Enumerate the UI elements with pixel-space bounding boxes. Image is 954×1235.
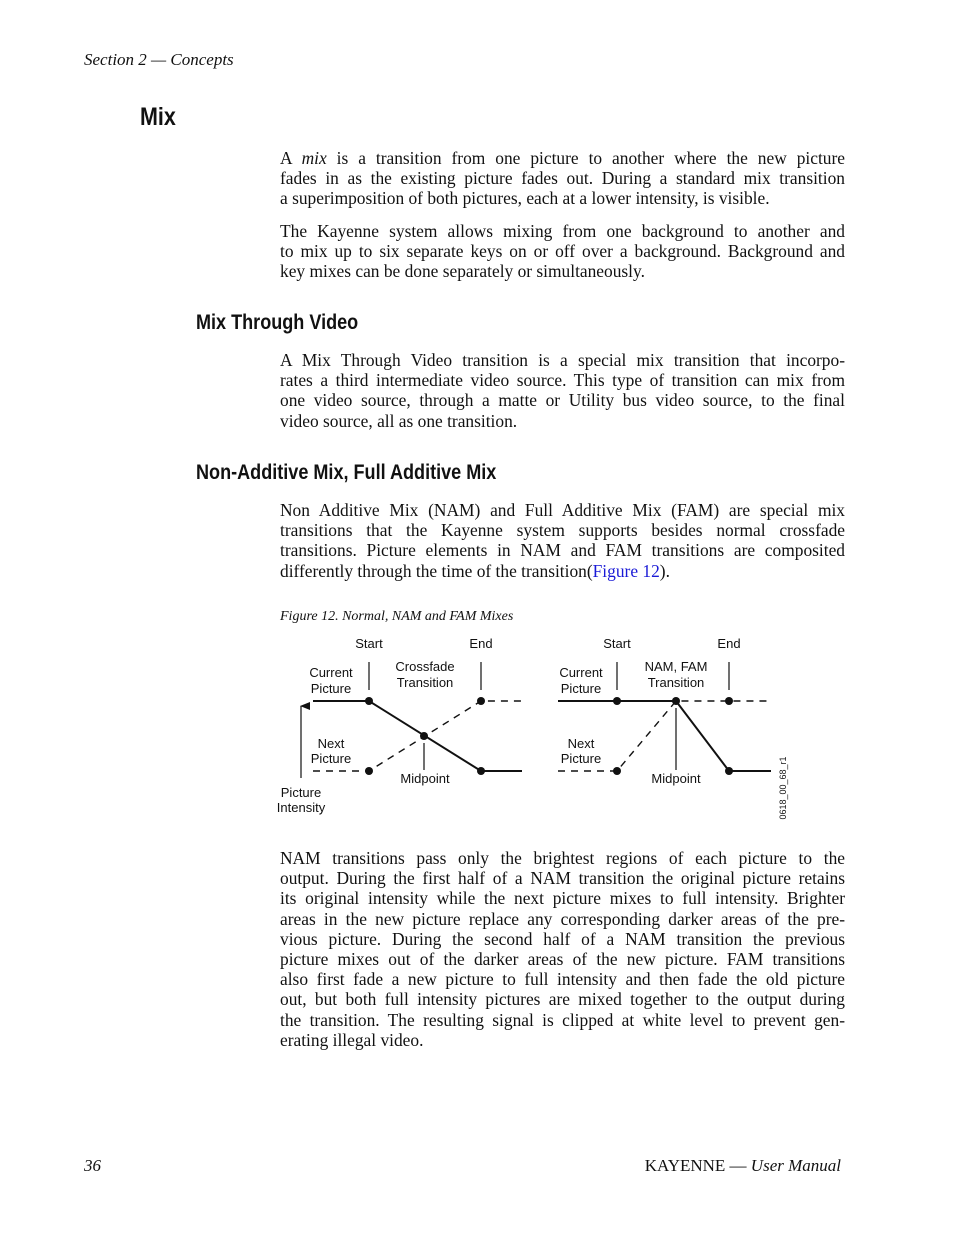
text-line: out, but both full intensity pictures are mixed together to the output during (280, 989, 845, 1010)
start-point (613, 767, 621, 775)
text-line: A mix is a transition from one picture to another where the new picture (280, 148, 845, 168)
next-picture-label: Picture (560, 751, 602, 766)
end-label: End (469, 636, 493, 651)
text-line: a superimposition of both pictures, each at a lower intensity, is visible. (280, 188, 770, 209)
text-line: video source, all as one transition. (280, 410, 518, 431)
figure-caption: Figure 12. Normal, NAM and FAM Mixes (280, 609, 514, 624)
current-picture-label: Picture (310, 681, 352, 696)
figure-code: 0618_00_68_r1 (778, 756, 788, 820)
text-line: also first fade a new picture to full intensity and then fade the old picture (280, 969, 845, 990)
picture-intensity-label: Picture (280, 785, 322, 800)
transition-label: Crossfade (395, 659, 455, 674)
text-line: key mixes can be done separately or simultaneously. (280, 261, 645, 282)
end-point (477, 767, 485, 775)
term-mix: mix (301, 148, 327, 168)
heading-mix-through-video: Mix Through Video (196, 311, 359, 334)
transition-label: Transition (396, 675, 454, 690)
text-line: A Mix Through Video transition is a special mix transition that incorpo- (280, 350, 845, 370)
crossfade-diagram (277, 636, 522, 815)
running-head: Section 2 — Concepts (84, 50, 234, 69)
text-line: one video source, through a matte or Utility bus video source, to the final (280, 390, 845, 411)
page-number: 36 (84, 1156, 101, 1175)
next-picture-label: Next (567, 736, 595, 751)
text-line: NAM transitions pass only the brightest regions of each picture to the (280, 848, 845, 868)
midpoint-label: Midpoint (400, 771, 450, 786)
text-line: its original intensity while the next picture mixes to full intensity. Brighter (280, 888, 845, 909)
text-line: picture mixes out of the darker areas of the new picture. FAM transitions (280, 949, 845, 970)
text-line: The Kayenne system allows mixing from one background to another and (280, 221, 845, 241)
current-picture-label: Current (309, 665, 353, 680)
current-picture-label: Picture (560, 681, 602, 696)
page-title: Mix (140, 103, 176, 131)
current-picture-label: Current (559, 665, 603, 680)
text-line: transitions. Picture elements in NAM and FAM transitions are composited (280, 540, 845, 561)
start-point (365, 697, 373, 705)
text-line: areas in the new picture replace any corresponding darker areas of the pre- (280, 908, 845, 929)
text-line: differently through the time of the transition(Figure 12). (280, 560, 670, 581)
nam-fam-diagram (558, 636, 788, 820)
manual-name: User Manual (750, 1156, 841, 1175)
midpoint-label: Midpoint (651, 771, 701, 786)
next-picture-label: Next (317, 736, 345, 751)
end-point (725, 697, 733, 705)
text-line: transitions that the Kayenne system supports besides normal crossfade (280, 520, 845, 541)
end-label: End (717, 636, 741, 651)
end-point (477, 697, 485, 705)
text-line: vious picture. During the second half of a NAM transition the previous (280, 928, 845, 949)
midpoint-point (420, 732, 428, 740)
product-name: KAYENNE (644, 1156, 726, 1175)
picture-intensity-label: Intensity (276, 800, 326, 815)
transition-label: Transition (647, 675, 705, 690)
start-point (365, 767, 373, 775)
transition-label: NAM, FAM (644, 659, 708, 674)
text-line: to mix up to six separate keys on or off over a background. Background and (280, 241, 845, 262)
heading-nam-fam: Non-Additive Mix, Full Additive Mix (196, 461, 497, 484)
midpoint-point (672, 697, 680, 705)
start-label: Start (603, 636, 631, 651)
text-line: the transition. The resulting signal is clipped at white level to prevent gen- (280, 1009, 845, 1030)
start-label: Start (355, 636, 383, 651)
next-picture-label: Picture (310, 751, 352, 766)
nam-description-paragraph (280, 848, 845, 1050)
text-line: rates a third intermediate video source. This type of transition can mix from (280, 370, 845, 391)
end-point (725, 767, 733, 775)
text-line: fades in as the existing picture fades out. During a standard mix transition (280, 168, 845, 189)
footer-title: KAYENNE — User Manual (644, 1156, 841, 1175)
figure-12-link[interactable]: Figure 12 (592, 560, 660, 581)
start-point (613, 697, 621, 705)
text-line: output. During the first half of a NAM transition the original picture retains (280, 868, 845, 889)
text-line: Non Additive Mix (NAM) and Full Additive Mix (FAM) are special mix (280, 500, 845, 520)
text-line: erating illegal video. (280, 1029, 424, 1050)
